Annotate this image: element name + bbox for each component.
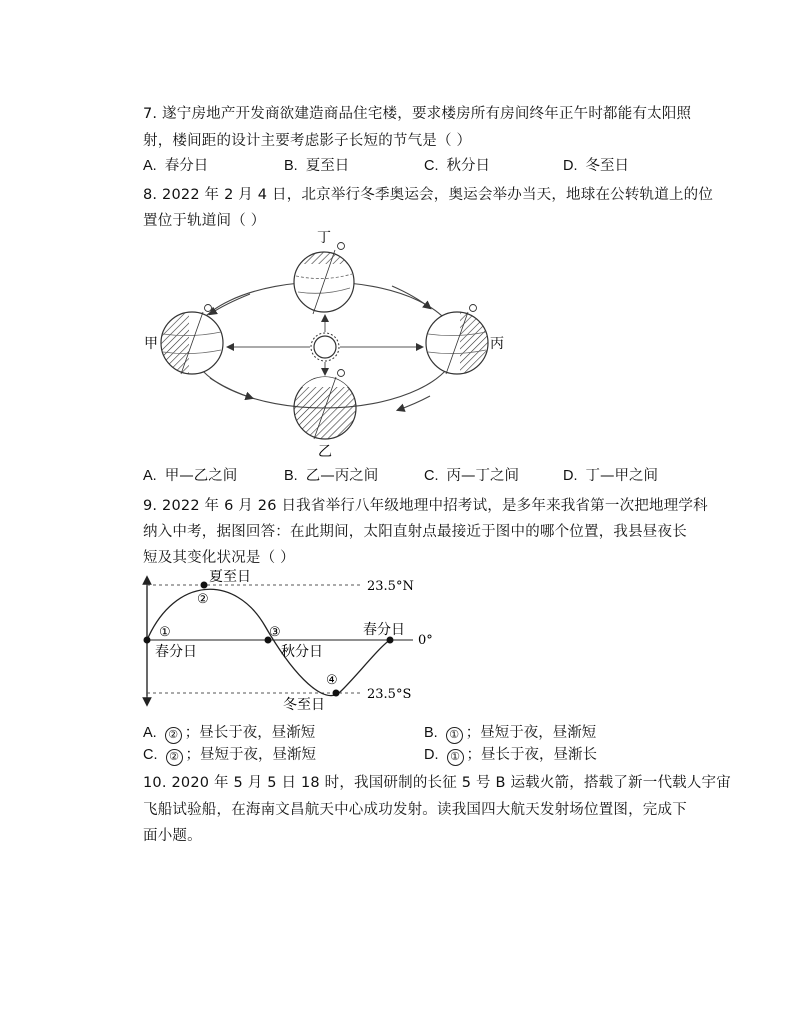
- q9-option-a: [143, 723, 315, 744]
- option-letter: C.: [424, 468, 439, 484]
- earth-ding: [294, 243, 354, 315]
- option-text: 夏至日: [305, 158, 350, 174]
- q8-option-b: [284, 466, 378, 486]
- label-autumn-equinox: 秋分日: [281, 644, 323, 660]
- label-23-5-s: 23.5°S: [367, 687, 412, 702]
- point-4: ④: [326, 673, 338, 688]
- option-letter: B.: [284, 158, 298, 174]
- option-letter: D.: [563, 468, 578, 484]
- option-text: ；昼长于夜，昼渐短: [184, 725, 316, 741]
- option-mark: ①: [446, 727, 463, 744]
- q7-option-d: [563, 156, 629, 176]
- option-text: 丙—丁之间: [446, 468, 519, 484]
- q9-stem-line1: 9. 2022 年 6 月 26 日我省举行八年级地理中招考试，是多年来我省第一次把地理学科: [143, 498, 708, 514]
- option-letter: B.: [284, 468, 298, 484]
- label-equator: 0°: [418, 633, 433, 648]
- q7-stem-line2: 射，楼间距的设计主要考虑影子长短的节气是（ ）: [143, 133, 472, 149]
- option-letter: C.: [424, 158, 439, 174]
- label-bing: 丙: [490, 336, 504, 352]
- point-3: ③: [269, 625, 281, 640]
- label-ding: 丁: [317, 230, 331, 246]
- q8-option-a: [143, 466, 237, 486]
- earth-jia: [161, 305, 223, 375]
- earth-yi: [294, 370, 356, 440]
- option-mark: ②: [166, 749, 183, 766]
- q8-option-c: [424, 466, 519, 486]
- option-letter: C.: [143, 747, 158, 763]
- earth-bing: [426, 305, 488, 375]
- earth-orbit-diagram: [130, 226, 530, 461]
- q9-option-c: [143, 745, 316, 766]
- option-text: 春分日: [164, 158, 209, 174]
- sun-declination-diagram: [135, 566, 455, 716]
- label-spring-equinox-end: 春分日: [363, 622, 405, 638]
- q10-stem-line2: 飞船试验船，在海南文昌航天中心成功发射。读我国四大航天发射场位置图，完成下: [143, 802, 687, 818]
- label-23-5-n: 23.5°N: [367, 579, 414, 594]
- q10-stem-line3: 面小题。: [143, 828, 202, 844]
- option-letter: A.: [143, 158, 157, 174]
- q9-option-b: [424, 723, 596, 744]
- q7-option-c: [424, 156, 490, 176]
- q9-option-d: [424, 745, 597, 766]
- option-text: ；昼短于夜，昼渐短: [185, 747, 316, 763]
- q8-option-d: [563, 466, 658, 486]
- q9-stem-line2: 纳入中考，据图回答：在此期间，太阳直射点最接近于图中的哪个位置，我县昼夜长: [143, 524, 687, 540]
- option-text: ；昼短于夜，昼渐短: [465, 725, 597, 741]
- label-spring-equinox-start: 春分日: [155, 644, 197, 660]
- option-letter: A.: [143, 725, 157, 741]
- option-text: 丁—甲之间: [585, 468, 658, 484]
- label-yi: 乙: [318, 444, 332, 460]
- option-text: 秋分日: [446, 158, 490, 174]
- q7-option-a: [143, 156, 208, 176]
- q9-stem-line3: 短及其变化状况是（ ）: [143, 550, 295, 566]
- option-text: 冬至日: [585, 158, 629, 174]
- option-text: 甲—乙之间: [164, 468, 238, 484]
- option-letter: D.: [563, 158, 578, 174]
- q10-stem-line1: 10. 2020 年 5 月 5 日 18 时，我国研制的长征 5 号 B 运载火箭，搭载了新一代载人宇宙: [143, 775, 731, 791]
- label-summer-solstice: 夏至日: [209, 569, 251, 585]
- option-letter: D.: [424, 747, 439, 763]
- sun-icon: [311, 333, 339, 361]
- point-2: ②: [197, 592, 209, 607]
- option-mark: ②: [165, 727, 182, 744]
- point-1: ①: [159, 625, 171, 640]
- q7-stem-line1: 7. 遂宁房地产开发商欲建造商品住宅楼，要求楼房所有房间终年正午时都能有太阳照: [143, 106, 692, 122]
- option-letter: A.: [143, 468, 157, 484]
- label-winter-solstice: 冬至日: [283, 697, 325, 713]
- option-mark: ①: [447, 749, 464, 766]
- option-text: ；昼长于夜，昼渐长: [466, 747, 597, 763]
- label-jia: 甲: [144, 336, 158, 352]
- q7-option-b: [284, 156, 349, 176]
- q8-stem-line1: 8. 2022 年 2 月 4 日，北京举行冬季奥运会，奥运会举办当天，地球在公转轨道上的位: [143, 187, 714, 203]
- q8-stem-line2: 置位于轨道间（ ）: [143, 213, 266, 229]
- option-text: 乙—丙之间: [305, 468, 379, 484]
- option-letter: B.: [424, 725, 438, 741]
